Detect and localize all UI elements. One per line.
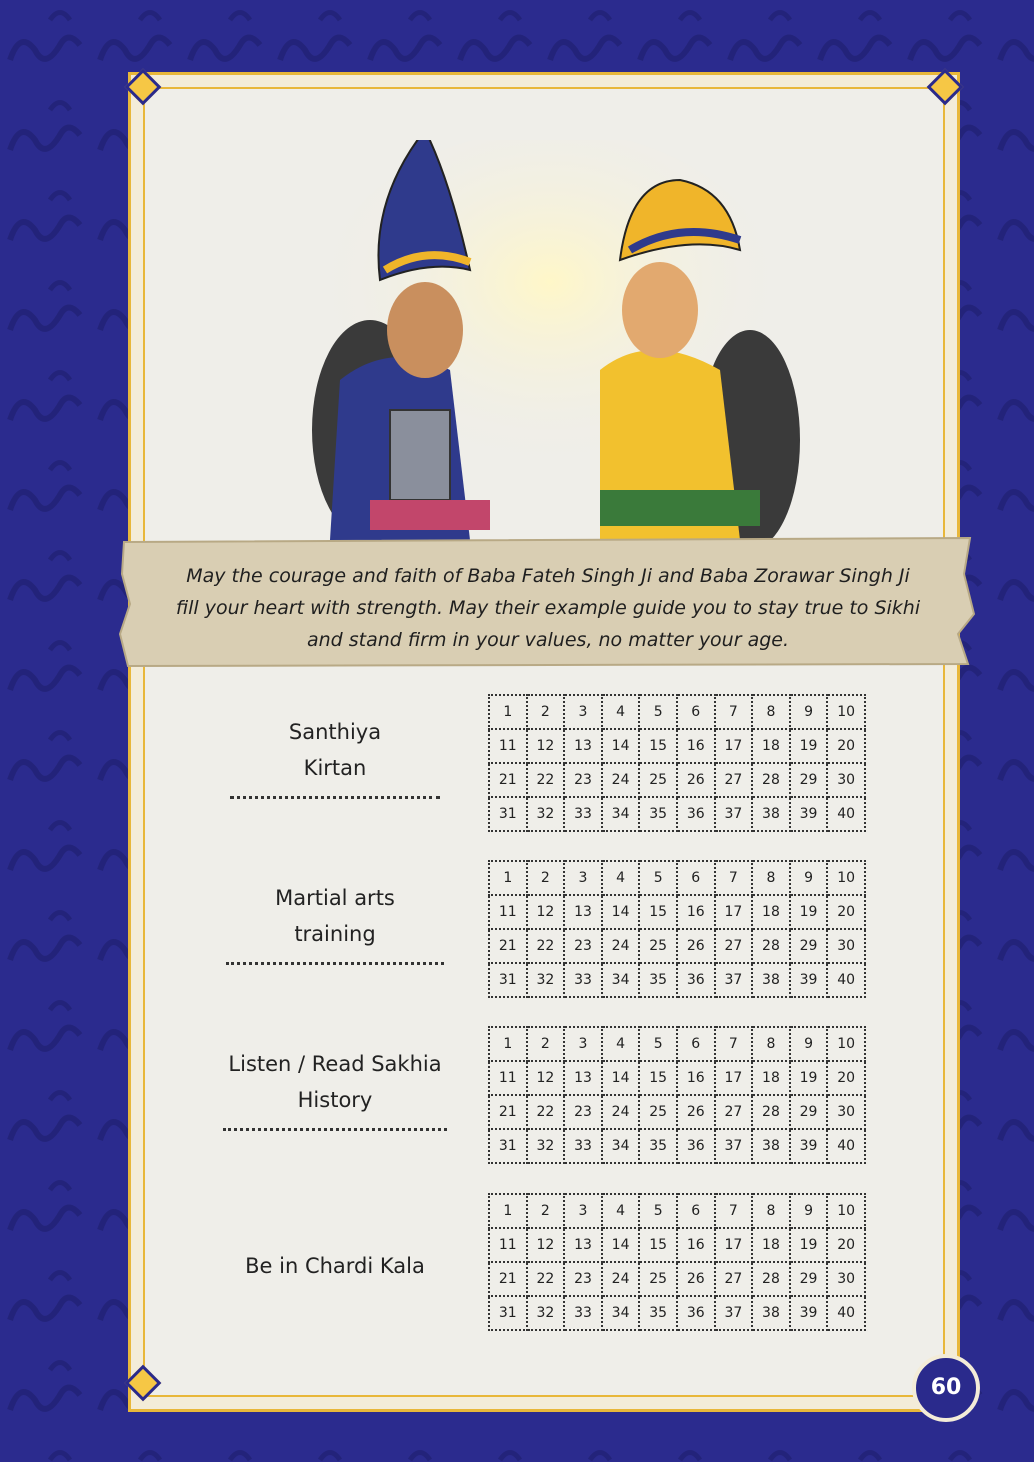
grid-row [489, 1228, 865, 1262]
activity-label-santhiya-kirtan [200, 714, 470, 799]
day-cell[interactable]: 22 [527, 1095, 565, 1129]
day-cell[interactable]: 35 [639, 963, 677, 997]
quote-line: and stand firm in your values, no matter your age. [306, 629, 790, 651]
day-cell[interactable]: 20 [827, 1061, 865, 1095]
day-cell[interactable]: 13 [564, 895, 602, 929]
day-cell[interactable]: 16 [677, 895, 715, 929]
grid-row [489, 1095, 865, 1129]
day-cell[interactable]: 5 [639, 1027, 677, 1061]
day-cell[interactable]: 7 [715, 861, 753, 895]
day-cell[interactable]: 3 [564, 1027, 602, 1061]
day-cell[interactable]: 39 [790, 797, 828, 831]
day-cell[interactable]: 22 [527, 763, 565, 797]
day-cell[interactable]: 15 [639, 1228, 677, 1262]
day-cell[interactable]: 1 [489, 1027, 527, 1061]
day-cell[interactable]: 5 [639, 861, 677, 895]
day-cell[interactable]: 8 [752, 1027, 790, 1061]
day-cell[interactable]: 30 [827, 1262, 865, 1296]
day-cell[interactable]: 30 [827, 1095, 865, 1129]
tracker-grid-chardi-kala [488, 1193, 866, 1331]
day-cell[interactable]: 10 [827, 1194, 865, 1228]
day-cell[interactable]: 3 [564, 695, 602, 729]
day-cell[interactable]: 10 [827, 695, 865, 729]
day-cell[interactable]: 19 [790, 1228, 828, 1262]
day-cell[interactable]: 26 [677, 1262, 715, 1296]
day-cell[interactable]: 3 [564, 861, 602, 895]
day-cell[interactable]: 5 [639, 1194, 677, 1228]
day-cell[interactable]: 6 [677, 861, 715, 895]
day-cell[interactable]: 6 [677, 695, 715, 729]
grid-body [489, 695, 865, 831]
day-cell[interactable]: 12 [527, 729, 565, 763]
day-cell[interactable]: 36 [677, 1296, 715, 1330]
day-cell[interactable]: 14 [602, 1228, 640, 1262]
day-cell[interactable]: 5 [639, 695, 677, 729]
day-cell[interactable]: 32 [527, 1129, 565, 1163]
day-cell[interactable]: 17 [715, 1061, 753, 1095]
day-cell[interactable]: 26 [677, 1095, 715, 1129]
day-cell[interactable]: 38 [752, 1129, 790, 1163]
day-cell[interactable]: 30 [827, 763, 865, 797]
day-cell[interactable]: 12 [527, 895, 565, 929]
day-cell[interactable]: 18 [752, 895, 790, 929]
activity-label-sakhia-history [200, 1046, 470, 1131]
day-cell[interactable]: 12 [527, 1228, 565, 1262]
day-cell[interactable]: 19 [790, 895, 828, 929]
quote-line: fill your heart with strength. May their example guide you to stay true to Sikhi [175, 597, 921, 619]
day-cell[interactable]: 11 [489, 1228, 527, 1262]
day-cell[interactable]: 38 [752, 1296, 790, 1330]
day-cell[interactable]: 12 [527, 1061, 565, 1095]
day-cell[interactable]: 32 [527, 1296, 565, 1330]
day-cell[interactable]: 33 [564, 1129, 602, 1163]
day-cell[interactable]: 21 [489, 1095, 527, 1129]
day-cell[interactable]: 27 [715, 929, 753, 963]
day-cell[interactable]: 10 [827, 861, 865, 895]
day-cell[interactable]: 23 [564, 763, 602, 797]
day-cell[interactable]: 31 [489, 1296, 527, 1330]
activity-label-line: Listen / Read Sakhia [228, 1052, 442, 1076]
grid-row [489, 1296, 865, 1330]
day-cell[interactable]: 11 [489, 729, 527, 763]
day-cell[interactable]: 2 [527, 861, 565, 895]
day-cell[interactable]: 23 [564, 929, 602, 963]
grid-row [489, 1129, 865, 1163]
day-cell[interactable]: 8 [752, 695, 790, 729]
day-cell[interactable]: 8 [752, 1194, 790, 1228]
grid-row [489, 861, 865, 895]
day-cell[interactable]: 39 [790, 1129, 828, 1163]
day-cell[interactable]: 33 [564, 963, 602, 997]
day-cell[interactable]: 28 [752, 1095, 790, 1129]
day-cell[interactable]: 37 [715, 1296, 753, 1330]
day-cell[interactable]: 37 [715, 797, 753, 831]
day-cell[interactable]: 4 [602, 1194, 640, 1228]
day-cell[interactable]: 40 [827, 797, 865, 831]
tracker-grid-sakhia-history [488, 1026, 866, 1164]
day-cell[interactable]: 28 [752, 929, 790, 963]
day-cell[interactable]: 22 [527, 1262, 565, 1296]
day-cell[interactable]: 3 [564, 1194, 602, 1228]
day-cell[interactable]: 30 [827, 929, 865, 963]
day-cell[interactable]: 6 [677, 1027, 715, 1061]
day-cell[interactable]: 24 [602, 929, 640, 963]
activity-label-line: training [294, 922, 376, 946]
day-cell[interactable]: 34 [602, 963, 640, 997]
activity-label-chardi-kala [200, 1248, 470, 1284]
day-cell[interactable]: 14 [602, 729, 640, 763]
activity-label-line: Kirtan [303, 756, 367, 780]
day-cell[interactable]: 34 [602, 1129, 640, 1163]
day-cell[interactable]: 7 [715, 1194, 753, 1228]
day-cell[interactable]: 29 [790, 1095, 828, 1129]
day-cell[interactable]: 10 [827, 1027, 865, 1061]
activity-label-martial-arts [200, 880, 470, 965]
day-cell[interactable]: 29 [790, 763, 828, 797]
grid-row [489, 1194, 865, 1228]
day-cell[interactable]: 23 [564, 1095, 602, 1129]
day-cell[interactable]: 25 [639, 1095, 677, 1129]
day-cell[interactable]: 2 [527, 1194, 565, 1228]
day-cell[interactable]: 15 [639, 729, 677, 763]
day-cell[interactable]: 7 [715, 1027, 753, 1061]
day-cell[interactable]: 33 [564, 797, 602, 831]
day-cell[interactable]: 29 [790, 929, 828, 963]
grid-body [489, 1194, 865, 1330]
activity-label-line: History [297, 1088, 373, 1112]
day-cell[interactable]: 40 [827, 963, 865, 997]
day-cell[interactable]: 15 [639, 895, 677, 929]
day-cell[interactable]: 7 [715, 695, 753, 729]
day-cell[interactable]: 27 [715, 763, 753, 797]
day-cell[interactable]: 9 [790, 1194, 828, 1228]
day-cell[interactable]: 24 [602, 1262, 640, 1296]
day-cell[interactable]: 36 [677, 797, 715, 831]
day-cell[interactable]: 23 [564, 1262, 602, 1296]
day-cell[interactable]: 39 [790, 963, 828, 997]
write-in-line[interactable] [230, 796, 440, 799]
day-cell[interactable]: 26 [677, 763, 715, 797]
day-cell[interactable]: 14 [602, 1061, 640, 1095]
page-number-badge: 60 [912, 1354, 980, 1422]
day-cell[interactable]: 32 [527, 797, 565, 831]
day-cell[interactable]: 16 [677, 729, 715, 763]
day-cell[interactable]: 18 [752, 1228, 790, 1262]
day-cell[interactable]: 36 [677, 1129, 715, 1163]
day-cell[interactable]: 37 [715, 1129, 753, 1163]
day-cell[interactable]: 4 [602, 1027, 640, 1061]
day-cell[interactable]: 18 [752, 1061, 790, 1095]
day-cell[interactable]: 21 [489, 929, 527, 963]
write-in-line[interactable] [226, 962, 444, 965]
grid-body [489, 1027, 865, 1163]
day-cell[interactable]: 28 [752, 763, 790, 797]
day-cell[interactable]: 24 [602, 1095, 640, 1129]
activity-label-line: Martial arts [275, 886, 395, 910]
day-cell[interactable]: 37 [715, 963, 753, 997]
day-cell[interactable]: 38 [752, 963, 790, 997]
day-cell[interactable]: 1 [489, 861, 527, 895]
day-cell[interactable]: 21 [489, 763, 527, 797]
day-cell[interactable]: 24 [602, 763, 640, 797]
grid-row [489, 729, 865, 763]
grid-row [489, 1262, 865, 1296]
day-cell[interactable]: 32 [527, 963, 565, 997]
day-cell[interactable]: 34 [602, 797, 640, 831]
write-in-line[interactable] [223, 1128, 447, 1131]
day-cell[interactable]: 21 [489, 1262, 527, 1296]
day-cell[interactable]: 13 [564, 1061, 602, 1095]
day-cell[interactable]: 35 [639, 1129, 677, 1163]
day-cell[interactable]: 14 [602, 895, 640, 929]
day-cell[interactable]: 11 [489, 1061, 527, 1095]
day-cell[interactable]: 31 [489, 797, 527, 831]
grid-row [489, 797, 865, 831]
activity-label-line: Be in Chardi Kala [245, 1254, 425, 1278]
day-cell[interactable]: 19 [790, 729, 828, 763]
grid-row [489, 763, 865, 797]
day-cell[interactable]: 4 [602, 695, 640, 729]
day-cell[interactable]: 15 [639, 1061, 677, 1095]
grid-row [489, 963, 865, 997]
day-cell[interactable]: 29 [790, 1262, 828, 1296]
day-cell[interactable]: 1 [489, 1194, 527, 1228]
day-cell[interactable]: 38 [752, 797, 790, 831]
day-cell[interactable]: 34 [602, 1296, 640, 1330]
day-cell[interactable]: 22 [527, 929, 565, 963]
day-cell[interactable]: 9 [790, 695, 828, 729]
day-cell[interactable]: 20 [827, 895, 865, 929]
day-cell[interactable]: 25 [639, 1262, 677, 1296]
day-cell[interactable]: 20 [827, 729, 865, 763]
day-cell[interactable]: 33 [564, 1296, 602, 1330]
day-cell[interactable]: 16 [677, 1228, 715, 1262]
tracker-grid-martial-arts [488, 860, 866, 998]
grid-row [489, 695, 865, 729]
day-cell[interactable]: 9 [790, 1027, 828, 1061]
day-cell[interactable]: 25 [639, 763, 677, 797]
day-cell[interactable]: 11 [489, 895, 527, 929]
day-cell[interactable]: 9 [790, 861, 828, 895]
day-cell[interactable]: 25 [639, 929, 677, 963]
day-cell[interactable]: 35 [639, 797, 677, 831]
day-cell[interactable]: 35 [639, 1296, 677, 1330]
grid-row [489, 895, 865, 929]
day-cell[interactable]: 17 [715, 895, 753, 929]
day-cell[interactable]: 8 [752, 861, 790, 895]
day-cell[interactable]: 1 [489, 695, 527, 729]
quote-line: May the courage and faith of Baba Fateh Singh Ji and Baba Zorawar Singh Ji [186, 565, 910, 587]
day-cell[interactable]: 6 [677, 1194, 715, 1228]
day-cell[interactable]: 16 [677, 1061, 715, 1095]
sahibzade-illustration [300, 140, 800, 540]
day-cell[interactable]: 4 [602, 861, 640, 895]
grid-row [489, 1027, 865, 1061]
day-cell[interactable]: 26 [677, 929, 715, 963]
day-cell[interactable]: 13 [564, 729, 602, 763]
grid-row [489, 1061, 865, 1095]
grid-body [489, 861, 865, 997]
grid-row [489, 929, 865, 963]
inspiration-quote [140, 560, 956, 656]
day-cell[interactable]: 18 [752, 729, 790, 763]
day-cell[interactable]: 2 [527, 1027, 565, 1061]
day-cell[interactable]: 27 [715, 1262, 753, 1296]
tracker-grid-santhiya-kirtan [488, 694, 866, 832]
day-cell[interactable]: 27 [715, 1095, 753, 1129]
day-cell[interactable]: 39 [790, 1296, 828, 1330]
day-cell[interactable]: 19 [790, 1061, 828, 1095]
day-cell[interactable]: 31 [489, 963, 527, 997]
day-cell[interactable]: 28 [752, 1262, 790, 1296]
day-cell[interactable]: 17 [715, 1228, 753, 1262]
day-cell[interactable]: 20 [827, 1228, 865, 1262]
day-cell[interactable]: 36 [677, 963, 715, 997]
day-cell[interactable]: 40 [827, 1129, 865, 1163]
day-cell[interactable]: 2 [527, 695, 565, 729]
day-cell[interactable]: 31 [489, 1129, 527, 1163]
activity-label-line: Santhiya [288, 720, 382, 744]
day-cell[interactable]: 40 [827, 1296, 865, 1330]
day-cell[interactable]: 13 [564, 1228, 602, 1262]
day-cell[interactable]: 17 [715, 729, 753, 763]
